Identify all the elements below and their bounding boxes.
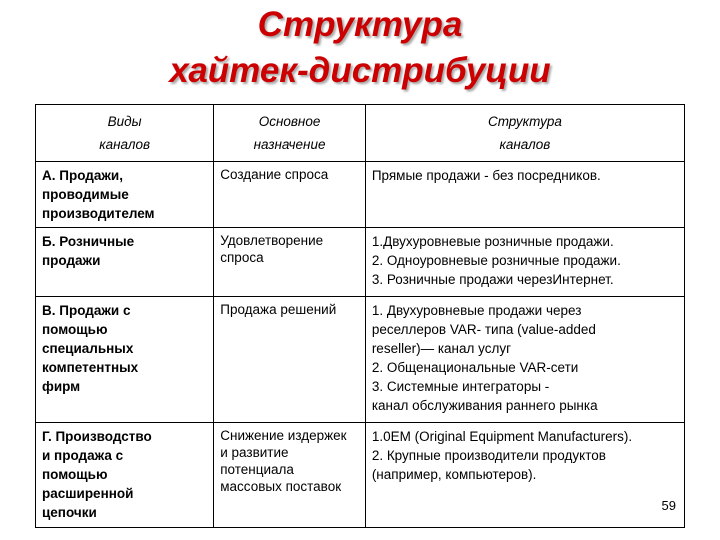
- purpose-cell: [214, 162, 366, 228]
- cell-line: (например, компьютеров).: [371, 467, 537, 482]
- cell-line: проводимые: [42, 187, 129, 202]
- header-channel-types: [36, 105, 214, 162]
- cell-line: спроса: [220, 250, 264, 265]
- structure-cell: [365, 297, 684, 423]
- header-text: Структура: [487, 114, 562, 129]
- cell-line: и развитие: [220, 445, 289, 460]
- cell-line: Г. Производство: [42, 429, 152, 444]
- cell-line: Прямые продажи - без посредников.: [371, 168, 601, 183]
- purpose-cell: [214, 297, 366, 423]
- cell-line: Создание спроса: [220, 167, 329, 182]
- cell-line: Удовлетворение: [220, 233, 324, 248]
- page-number: 59: [661, 498, 676, 513]
- table-row: [36, 228, 685, 297]
- channel-type-cell: [36, 423, 214, 528]
- cell-line: 2. Общенациональные VAR-сети: [371, 360, 579, 375]
- channel-type-cell: [36, 297, 214, 423]
- cell-line: расширенной: [42, 486, 134, 501]
- cell-line: 3. Системные интеграторы -: [371, 379, 550, 394]
- cell-line: 1. Двухуровневые продажи через: [371, 303, 582, 318]
- cell-line: Продажа решений: [220, 302, 337, 317]
- distribution-channels-table: [35, 104, 685, 528]
- purpose-cell: [214, 228, 366, 297]
- cell-line: 1.Двухуровневые розничные продажи.: [371, 234, 614, 249]
- slide-title: [0, 2, 720, 94]
- header-text: назначение: [253, 137, 326, 152]
- cell-line: 1.0EM (Original Equipment Manufacturers).: [371, 429, 633, 444]
- cell-line: потенциала: [220, 462, 294, 477]
- structure-cell: [365, 228, 684, 297]
- channel-type-cell: [36, 162, 214, 228]
- title-line-2: хайтек-дистрибуции: [169, 51, 551, 90]
- table-header-row: [36, 105, 685, 162]
- table-row: [36, 162, 685, 228]
- cell-line: продажи: [42, 253, 101, 268]
- cell-line: Б. Розничные: [42, 234, 135, 249]
- cell-line: Снижение издержек: [220, 428, 347, 443]
- header-text: каналов: [99, 137, 151, 152]
- cell-line: массовых поставок: [220, 479, 342, 494]
- structure-cell: [365, 423, 684, 528]
- header-channel-structure: [365, 105, 684, 162]
- channel-type-cell: [36, 228, 214, 297]
- cell-line: 3. Розничные продажи черезИнтернет.: [371, 272, 614, 287]
- cell-line: производителем: [42, 206, 155, 221]
- cell-line: канал обслуживания раннего рынка: [371, 398, 598, 413]
- cell-line: 2. Крупные производители продуктов: [371, 448, 606, 463]
- cell-line: В. Продажи с: [42, 303, 131, 318]
- cell-line: специальных: [42, 341, 134, 356]
- cell-line: и продажа с: [42, 448, 124, 463]
- title-line-1: Структура: [257, 5, 463, 44]
- table-row: [36, 297, 685, 423]
- cell-line: компетентных: [42, 360, 139, 375]
- purpose-cell: [214, 423, 366, 528]
- cell-line: фирм: [42, 379, 81, 394]
- cell-line: reseller)— канал услуг: [371, 341, 512, 356]
- structure-cell: [365, 162, 684, 228]
- cell-line: помощью: [42, 467, 108, 482]
- cell-line: реселлеров VAR- типа (value-added: [371, 322, 596, 337]
- cell-line: А. Продажи,: [42, 168, 123, 183]
- header-text: каналов: [499, 137, 551, 152]
- table-row: [36, 423, 685, 528]
- header-text: Основное: [258, 114, 321, 129]
- header-text: Виды: [107, 114, 142, 129]
- header-main-purpose: [214, 105, 366, 162]
- cell-line: помощью: [42, 322, 108, 337]
- cell-line: 2. Одноуровневые розничные продажи.: [371, 253, 621, 268]
- cell-line: цепочки: [42, 505, 97, 520]
